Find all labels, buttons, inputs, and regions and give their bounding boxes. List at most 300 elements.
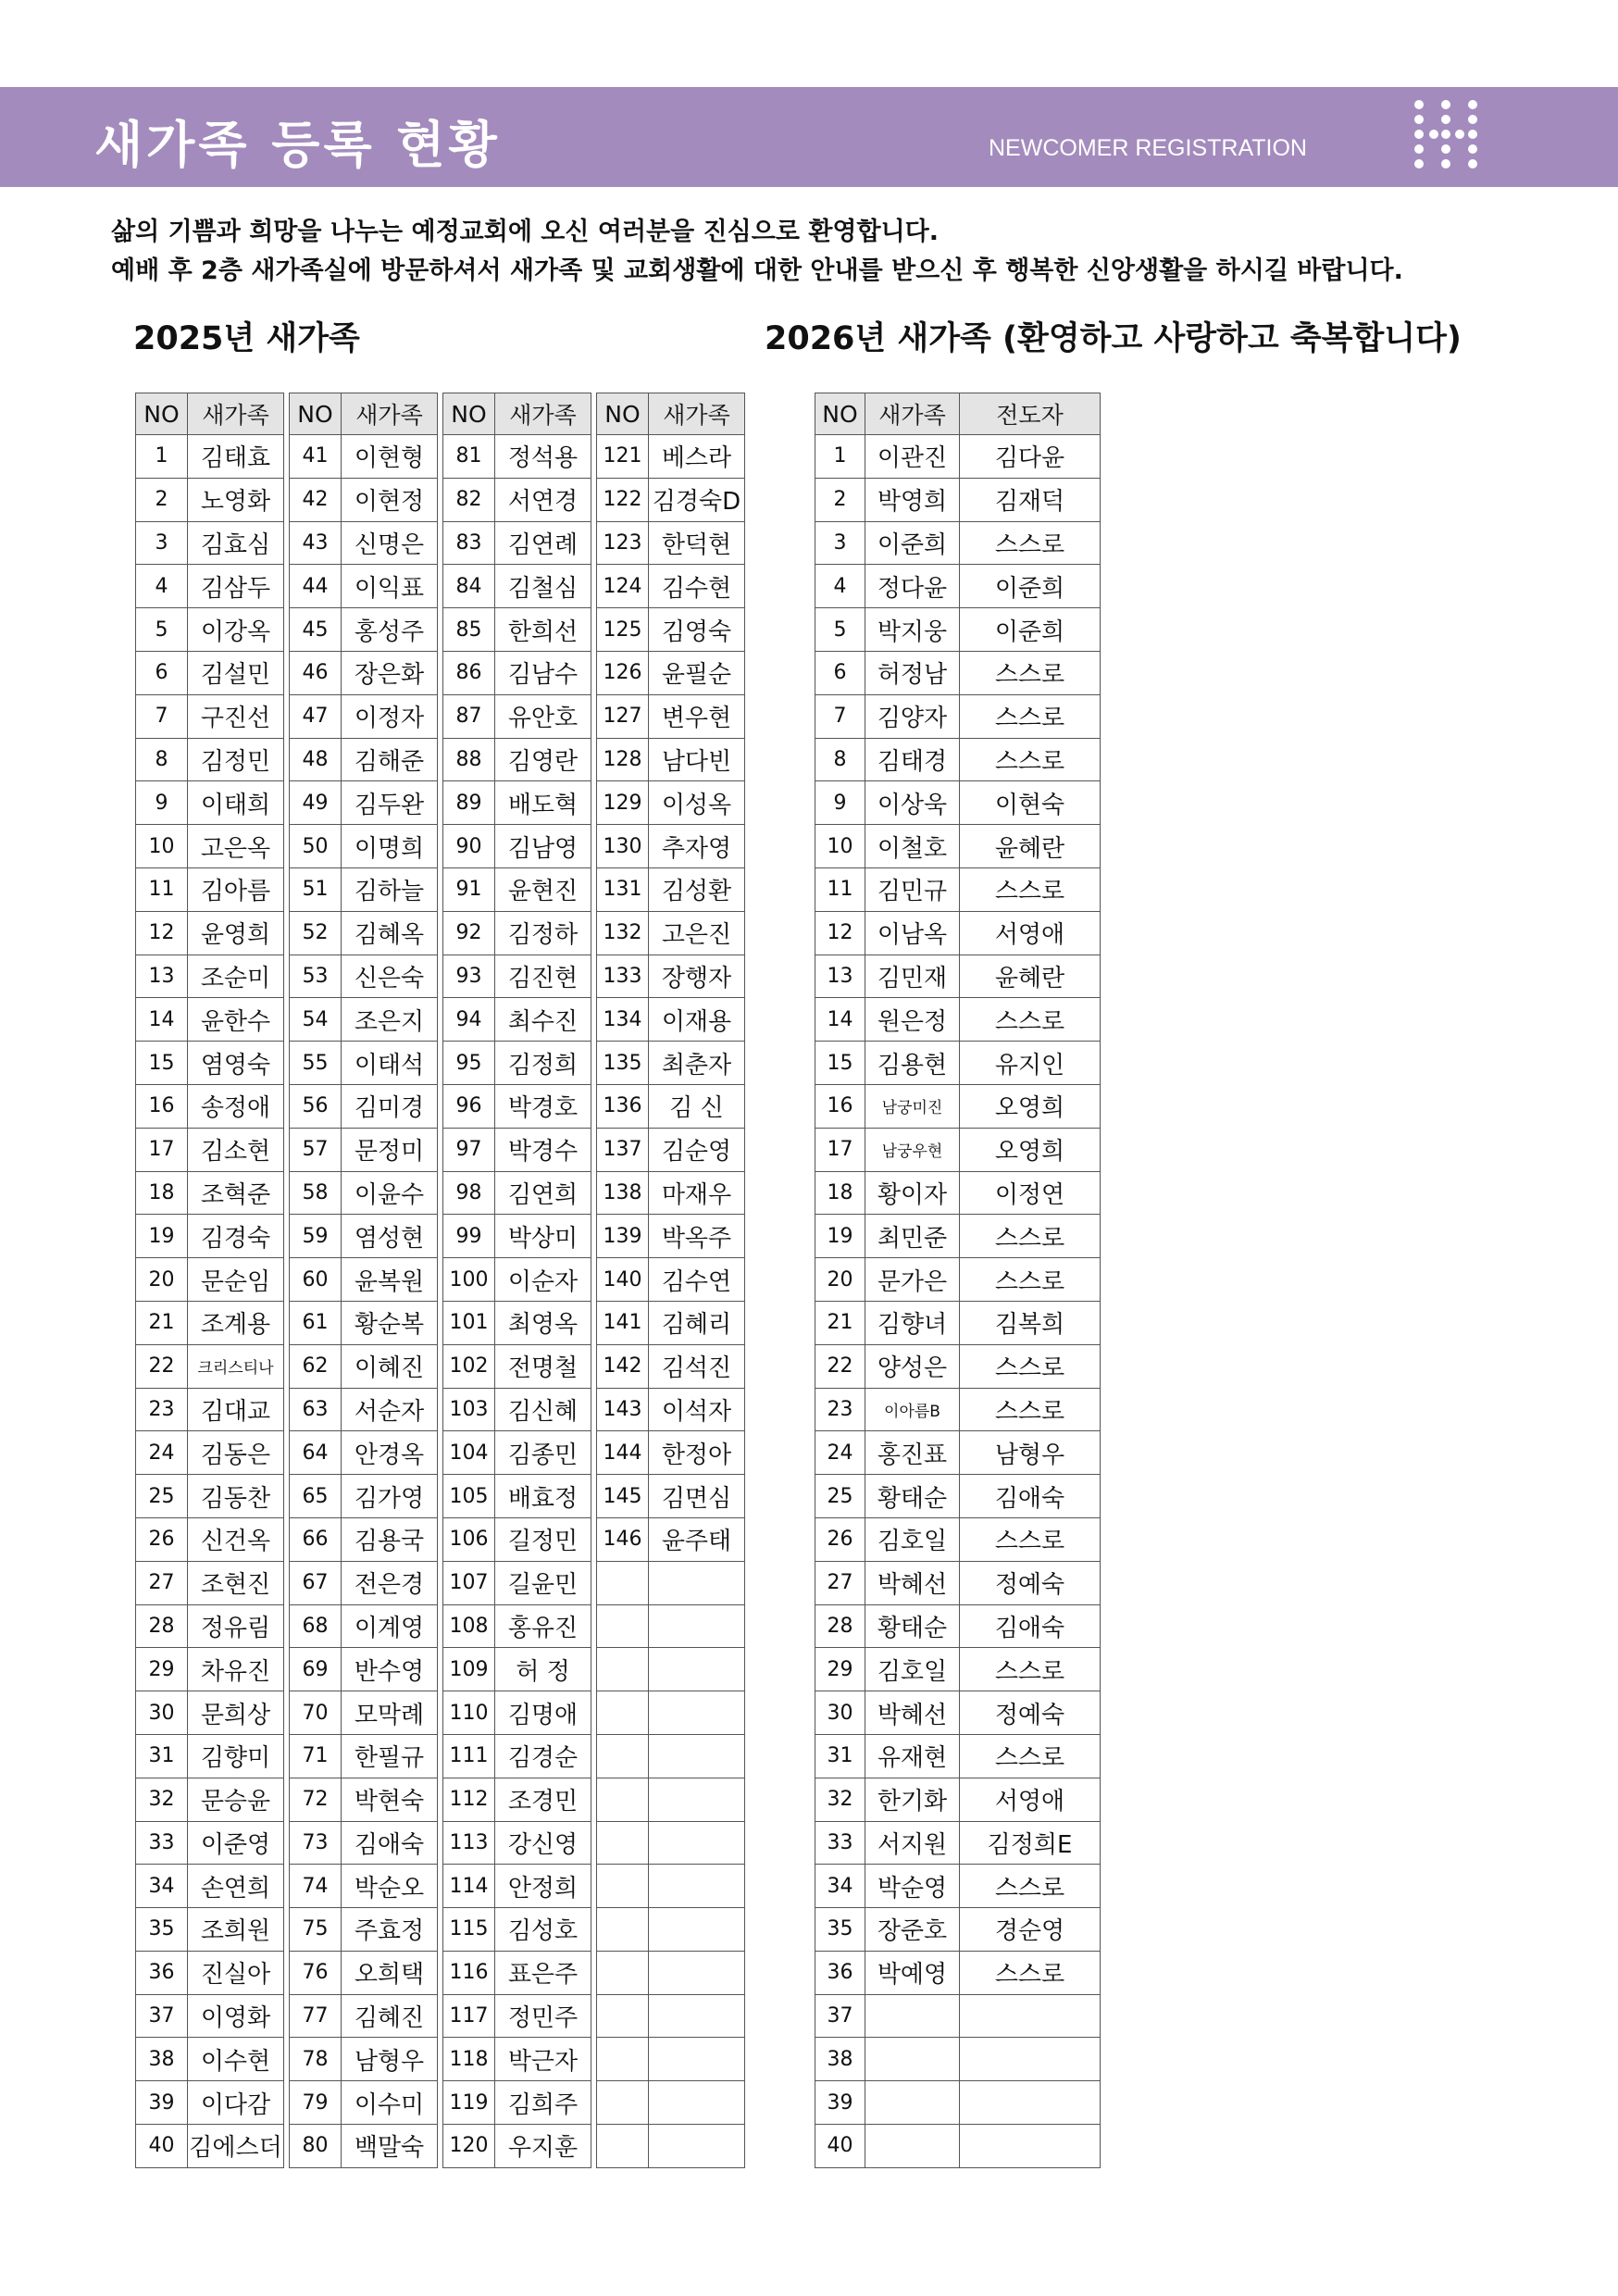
newcomer-name: 서지원 (865, 1821, 960, 1865)
newcomer-name: 서연경 (495, 478, 591, 521)
newcomer-name: 신건옥 (188, 1517, 284, 1561)
newcomer-name: 김정희 (495, 1042, 591, 1085)
newcomer-name: 박경호 (495, 1084, 591, 1128)
table-row (290, 1648, 438, 1691)
table-row (443, 1128, 591, 1171)
table-row (443, 2081, 591, 2125)
table-row (597, 1908, 745, 1952)
table-row (136, 1821, 284, 1865)
table-row (443, 478, 591, 521)
table-row (136, 1648, 284, 1691)
row-number: 85 (443, 608, 495, 652)
row-number: 138 (597, 1171, 649, 1215)
table-row (597, 1561, 745, 1604)
row-number: 61 (290, 1301, 342, 1344)
newcomer-name: 김순영 (649, 1128, 745, 1171)
table-row (815, 911, 1101, 955)
newcomer-name: 허정남 (865, 651, 960, 694)
row-number: 34 (136, 1865, 188, 1908)
row-number: 141 (597, 1301, 649, 1344)
table-row (815, 1908, 1101, 1952)
table-row (136, 1734, 284, 1778)
row-number: 15 (815, 1042, 865, 1085)
newcomer-name: 이재용 (649, 998, 745, 1042)
newcomer-name: 구진선 (188, 694, 284, 738)
empty-cell (649, 1865, 745, 1908)
row-number: 71 (290, 1734, 342, 1778)
table-row (290, 781, 438, 825)
row-number: 86 (443, 651, 495, 694)
row-number: 108 (443, 1604, 495, 1648)
newcomer-name: 변우현 (649, 694, 745, 738)
newcomer-name: 김애숙 (342, 1821, 438, 1865)
row-number: 36 (815, 1951, 865, 1994)
table-row (136, 694, 284, 738)
row-number: 128 (597, 738, 649, 781)
row-number: 18 (136, 1171, 188, 1215)
newcomer-name: 문가은 (865, 1258, 960, 1302)
row-number: 89 (443, 781, 495, 825)
row-number: 43 (290, 521, 342, 565)
newcomer-name: 이준희 (865, 521, 960, 565)
newcomer-name: 고은옥 (188, 825, 284, 868)
table-row (443, 1994, 591, 2038)
row-number: 2 (136, 478, 188, 521)
table-row (597, 1431, 745, 1475)
empty-cell (597, 2038, 649, 2081)
evangelist-name: 김애숙 (960, 1604, 1101, 1648)
newcomer-name (865, 2081, 960, 2125)
table-row (290, 2081, 438, 2125)
empty-cell (649, 1648, 745, 1691)
newcomers-2025-table-4 (596, 393, 745, 2168)
row-number: 114 (443, 1865, 495, 1908)
table-row (597, 1865, 745, 1908)
newcomer-name: 크리스티나 (188, 1344, 284, 1388)
table-row (290, 911, 438, 955)
table-row (443, 2125, 591, 2168)
row-number: 74 (290, 1865, 342, 1908)
table-row (815, 1821, 1101, 1865)
row-number: 7 (136, 694, 188, 738)
row-number: 42 (290, 478, 342, 521)
row-number: 116 (443, 1951, 495, 1994)
empty-cell (649, 1821, 745, 1865)
row-number: 62 (290, 1344, 342, 1388)
row-number: 6 (136, 651, 188, 694)
evangelist-name: 스스로 (960, 1734, 1101, 1778)
column-header-newcomer: 새가족 (649, 393, 745, 435)
table-row (136, 1431, 284, 1475)
row-number: 93 (443, 955, 495, 998)
newcomer-name: 김혜리 (649, 1301, 745, 1344)
empty-cell (649, 1951, 745, 1994)
table-row (443, 738, 591, 781)
table-row (815, 1171, 1101, 1215)
table-row (597, 478, 745, 521)
row-number: 69 (290, 1648, 342, 1691)
header-banner (0, 87, 1618, 187)
row-number: 31 (815, 1734, 865, 1778)
table-row (597, 955, 745, 998)
newcomer-name: 배도혁 (495, 781, 591, 825)
evangelist-name: 스스로 (960, 1344, 1101, 1388)
newcomer-name: 이아름B (865, 1388, 960, 1431)
table-row (443, 1778, 591, 1821)
row-number: 13 (136, 955, 188, 998)
table-row (136, 1865, 284, 1908)
newcomer-name: 김대교 (188, 1388, 284, 1431)
row-number: 9 (815, 781, 865, 825)
row-number: 1 (815, 435, 865, 479)
table-row (136, 651, 284, 694)
row-number: 105 (443, 1475, 495, 1518)
row-number: 84 (443, 565, 495, 608)
row-number: 30 (136, 1691, 188, 1735)
row-number: 41 (290, 435, 342, 479)
row-number: 46 (290, 651, 342, 694)
newcomer-name: 문순임 (188, 1258, 284, 1302)
table-row (290, 608, 438, 652)
evangelist-name: 스스로 (960, 1388, 1101, 1431)
newcomer-name: 박옥주 (649, 1215, 745, 1258)
table-row (136, 1951, 284, 1994)
row-number: 109 (443, 1648, 495, 1691)
newcomer-name: 김영란 (495, 738, 591, 781)
row-number: 48 (290, 738, 342, 781)
table-row (136, 1344, 284, 1388)
newcomer-name: 이순자 (495, 1258, 591, 1302)
row-number: 110 (443, 1691, 495, 1735)
table-row (290, 1042, 438, 1085)
table-row (815, 1258, 1101, 1302)
row-number: 57 (290, 1128, 342, 1171)
row-number: 9 (136, 781, 188, 825)
row-number: 22 (815, 1344, 865, 1388)
empty-cell (649, 2081, 745, 2125)
evangelist-name: 스스로 (960, 651, 1101, 694)
newcomer-name: 김해준 (342, 738, 438, 781)
row-number: 142 (597, 1344, 649, 1388)
table-row (290, 2038, 438, 2081)
empty-cell (649, 2125, 745, 2168)
evangelist-name: 김정희E (960, 1821, 1101, 1865)
table-row (597, 825, 745, 868)
newcomer-name: 길정민 (495, 1517, 591, 1561)
newcomer-name: 최민준 (865, 1215, 960, 1258)
table-row (443, 1171, 591, 1215)
empty-cell (597, 1994, 649, 2038)
evangelist-name: 오영희 (960, 1128, 1101, 1171)
newcomer-name: 김태효 (188, 435, 284, 479)
evangelist-name: 스스로 (960, 1215, 1101, 1258)
empty-cell (597, 1648, 649, 1691)
table-row (815, 1084, 1101, 1128)
row-number: 143 (597, 1388, 649, 1431)
newcomer-name: 모막례 (342, 1691, 438, 1735)
row-number: 5 (815, 608, 865, 652)
newcomer-name: 김미경 (342, 1084, 438, 1128)
newcomer-name: 이다감 (188, 2081, 284, 2125)
table-row (290, 1258, 438, 1302)
row-number: 21 (136, 1301, 188, 1344)
row-number: 88 (443, 738, 495, 781)
newcomer-name: 이계영 (342, 1604, 438, 1648)
newcomer-name: 윤복원 (342, 1258, 438, 1302)
empty-cell (597, 2125, 649, 2168)
row-number: 24 (815, 1431, 865, 1475)
table-row (815, 651, 1101, 694)
newcomer-name: 김향녀 (865, 1301, 960, 1344)
section-title-2026: 2026년 새가족 (환영하고 사랑하고 축복합니다) (765, 320, 1462, 357)
table-row (815, 1042, 1101, 1085)
table-row (597, 694, 745, 738)
newcomer-name: 이정자 (342, 694, 438, 738)
newcomer-name: 김수현 (649, 565, 745, 608)
table-row (443, 911, 591, 955)
newcomer-name: 이수현 (188, 2038, 284, 2081)
newcomer-name: 정석용 (495, 435, 591, 479)
newcomer-name: 김삼두 (188, 565, 284, 608)
table-row (136, 781, 284, 825)
row-number: 26 (815, 1517, 865, 1561)
table-row (136, 1778, 284, 1821)
row-number: 131 (597, 867, 649, 911)
newcomer-name: 조경민 (495, 1778, 591, 1821)
newcomer-name: 정유림 (188, 1604, 284, 1648)
row-number: 133 (597, 955, 649, 998)
row-number: 15 (136, 1042, 188, 1085)
row-number: 136 (597, 1084, 649, 1128)
section-title-2025: 2025년 새가족 (133, 320, 360, 357)
empty-cell (649, 1778, 745, 1821)
newcomer-name: 표은주 (495, 1951, 591, 1994)
dot-grid-icon (1411, 100, 1481, 174)
table-row (597, 867, 745, 911)
newcomer-name: 김용국 (342, 1517, 438, 1561)
newcomer-name: 김혜진 (342, 1994, 438, 2038)
table-row (443, 1215, 591, 1258)
table-row (597, 1171, 745, 1215)
newcomer-name: 김경순 (495, 1734, 591, 1778)
row-number: 35 (136, 1908, 188, 1952)
newcomer-name: 김남영 (495, 825, 591, 868)
row-number: 63 (290, 1388, 342, 1431)
row-number: 12 (136, 911, 188, 955)
row-number: 91 (443, 867, 495, 911)
table-row (290, 867, 438, 911)
newcomer-name: 이강옥 (188, 608, 284, 652)
row-number: 92 (443, 911, 495, 955)
table-row (815, 1431, 1101, 1475)
table-row (443, 521, 591, 565)
table-row (815, 955, 1101, 998)
table-row (290, 1821, 438, 1865)
evangelist-name: 김재덕 (960, 478, 1101, 521)
newcomer-name: 베스라 (649, 435, 745, 479)
row-number: 137 (597, 1128, 649, 1171)
row-number: 30 (815, 1691, 865, 1735)
column-header-no: NO (136, 393, 188, 435)
newcomer-name: 한덕현 (649, 521, 745, 565)
row-number: 29 (815, 1648, 865, 1691)
row-number: 17 (815, 1128, 865, 1171)
newcomer-name: 신은숙 (342, 955, 438, 998)
row-number: 8 (815, 738, 865, 781)
row-number: 36 (136, 1951, 188, 1994)
evangelist-name: 스스로 (960, 738, 1101, 781)
newcomer-name: 박혜선 (865, 1691, 960, 1735)
newcomers-2025-table-1 (135, 393, 284, 2168)
row-number: 44 (290, 565, 342, 608)
row-number: 60 (290, 1258, 342, 1302)
newcomer-name: 김남수 (495, 651, 591, 694)
table-row (597, 521, 745, 565)
empty-cell (597, 1691, 649, 1735)
table-row (290, 1084, 438, 1128)
table-row (290, 565, 438, 608)
row-number: 134 (597, 998, 649, 1042)
row-number: 1 (136, 435, 188, 479)
row-number: 117 (443, 1994, 495, 2038)
column-header-no: NO (443, 393, 495, 435)
evangelist-name: 김다윤 (960, 435, 1101, 479)
row-number: 113 (443, 1821, 495, 1865)
newcomer-name: 배효정 (495, 1475, 591, 1518)
newcomer-name: 김효심 (188, 521, 284, 565)
table-row (443, 825, 591, 868)
table-row (443, 1431, 591, 1475)
table-row (290, 1215, 438, 1258)
table-row (136, 1561, 284, 1604)
table-row (815, 1734, 1101, 1778)
table-row (443, 1604, 591, 1648)
row-number: 14 (136, 998, 188, 1042)
evangelist-name: 이준희 (960, 565, 1101, 608)
row-number: 72 (290, 1778, 342, 1821)
newcomer-name: 홍성주 (342, 608, 438, 652)
column-header-newcomer: 새가족 (865, 393, 960, 435)
row-number: 29 (136, 1648, 188, 1691)
newcomer-name: 조혁준 (188, 1171, 284, 1215)
newcomer-name: 이남옥 (865, 911, 960, 955)
row-number: 33 (815, 1821, 865, 1865)
row-number: 40 (815, 2125, 865, 2168)
row-number: 12 (815, 911, 865, 955)
newcomer-name: 이윤수 (342, 1171, 438, 1215)
table-row (443, 2038, 591, 2081)
newcomer-name: 이준영 (188, 1821, 284, 1865)
newcomer-name: 박상미 (495, 1215, 591, 1258)
newcomer-name: 김정민 (188, 738, 284, 781)
table-row (136, 2081, 284, 2125)
row-number: 99 (443, 1215, 495, 1258)
newcomer-name: 김성환 (649, 867, 745, 911)
newcomer-name: 이성옥 (649, 781, 745, 825)
table-row (443, 998, 591, 1042)
row-number: 25 (815, 1475, 865, 1518)
row-number: 144 (597, 1431, 649, 1475)
row-number: 75 (290, 1908, 342, 1952)
table-row (597, 1084, 745, 1128)
row-number: 56 (290, 1084, 342, 1128)
row-number: 34 (815, 1865, 865, 1908)
row-number: 25 (136, 1475, 188, 1518)
table-row (136, 478, 284, 521)
table-row (597, 1042, 745, 1085)
row-number: 112 (443, 1778, 495, 1821)
newcomer-name: 황태순 (865, 1604, 960, 1648)
table-row (815, 998, 1101, 1042)
newcomer-name: 박경수 (495, 1128, 591, 1171)
empty-cell (649, 1908, 745, 1952)
table-row (290, 1734, 438, 1778)
newcomer-name: 조현진 (188, 1561, 284, 1604)
row-number: 125 (597, 608, 649, 652)
table-row (443, 1042, 591, 1085)
table-row (443, 435, 591, 479)
table-row (815, 2081, 1101, 2125)
empty-cell (597, 1951, 649, 1994)
row-number: 19 (136, 1215, 188, 1258)
row-number: 104 (443, 1431, 495, 1475)
table-row (290, 1301, 438, 1344)
row-number: 47 (290, 694, 342, 738)
evangelist-name: 김애숙 (960, 1475, 1101, 1518)
table-row (290, 1908, 438, 1952)
newcomer-name: 김가영 (342, 1475, 438, 1518)
row-number: 16 (136, 1084, 188, 1128)
row-number: 3 (136, 521, 188, 565)
table-row (815, 1648, 1101, 1691)
row-number: 28 (136, 1604, 188, 1648)
newcomer-name: 정민주 (495, 1994, 591, 2038)
table-row (443, 1734, 591, 1778)
row-number: 23 (815, 1388, 865, 1431)
newcomer-name: 원은정 (865, 998, 960, 1042)
table-row (290, 694, 438, 738)
newcomer-name: 길윤민 (495, 1561, 591, 1604)
table-row (136, 1042, 284, 1085)
newcomer-name: 장은화 (342, 651, 438, 694)
empty-cell (597, 2081, 649, 2125)
row-number: 3 (815, 521, 865, 565)
row-number: 4 (136, 565, 188, 608)
intro-text (111, 213, 1403, 291)
table-row (597, 1388, 745, 1431)
evangelist-name: 스스로 (960, 867, 1101, 911)
row-number: 130 (597, 825, 649, 868)
table-row (136, 1258, 284, 1302)
row-number: 118 (443, 2038, 495, 2081)
newcomer-name: 김민재 (865, 955, 960, 998)
row-number: 10 (815, 825, 865, 868)
empty-cell (649, 2038, 745, 2081)
newcomer-name: 유안호 (495, 694, 591, 738)
table-row (290, 1344, 438, 1388)
table-row (136, 867, 284, 911)
table-row (443, 1951, 591, 1994)
newcomer-name: 김종민 (495, 1431, 591, 1475)
table-row (815, 1301, 1101, 1344)
newcomer-name: 김아름 (188, 867, 284, 911)
newcomer-name: 송정애 (188, 1084, 284, 1128)
table-row (290, 738, 438, 781)
newcomer-name: 남궁우현 (865, 1128, 960, 1171)
table-row (136, 565, 284, 608)
table-row (443, 1517, 591, 1561)
table-row (290, 478, 438, 521)
